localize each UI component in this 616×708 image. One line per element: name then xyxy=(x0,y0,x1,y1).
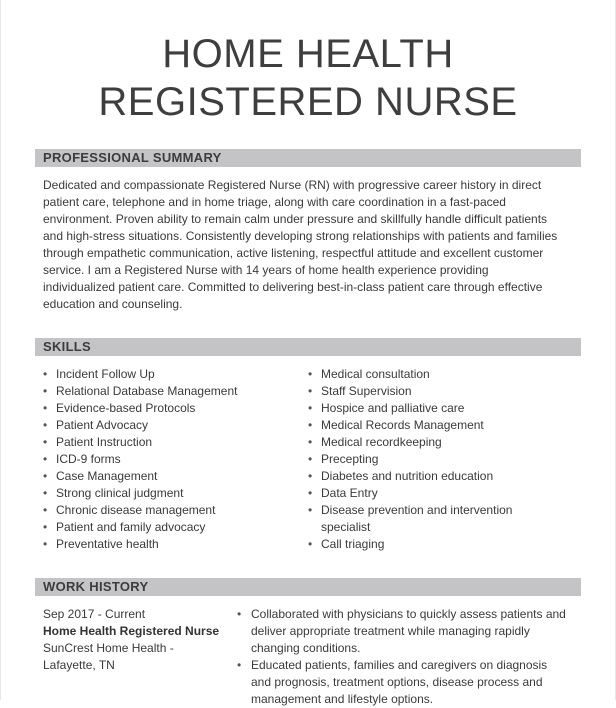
skill-item: • Strong clinical judgment xyxy=(43,485,293,502)
professional-summary-heading: PROFESSIONAL SUMMARY xyxy=(35,149,581,167)
skill-item: • Case Management xyxy=(43,468,293,485)
skill-item: • Medical Records Management xyxy=(308,417,558,434)
skill-item: • Patient Instruction xyxy=(43,434,293,451)
skill-item: • Staff Supervision xyxy=(308,383,558,400)
skill-item: • Medical recordkeeping xyxy=(308,434,558,451)
skill-item: • Patient and family advocacy xyxy=(43,519,293,536)
skill-item: • Medical consultation xyxy=(308,366,558,383)
skill-item: • Precepting xyxy=(308,451,558,468)
work-history-heading: WORK HISTORY xyxy=(35,578,581,596)
skill-item: • Call triaging xyxy=(308,536,558,553)
skills-heading: SKILLS xyxy=(35,338,581,356)
skill-item: • Patient Advocacy xyxy=(43,417,293,434)
job-details xyxy=(43,606,233,674)
skill-item: • ICD-9 forms xyxy=(43,451,293,468)
skill-item: • Incident Follow Up xyxy=(43,366,293,383)
skills-list-left xyxy=(43,366,293,553)
skill-item: • Chronic disease management xyxy=(43,502,293,519)
skill-item: • Relational Database Management xyxy=(43,383,293,400)
skill-item: • Data Entry xyxy=(308,485,558,502)
resume-title xyxy=(1,30,615,126)
skill-item: • Diabetes and nutrition education xyxy=(308,468,558,485)
skill-item: • Disease prevention and intervention specialist xyxy=(308,502,521,536)
title-line-1: HOME HEALTH xyxy=(162,32,454,76)
job-responsibilities xyxy=(237,606,567,708)
skill-item: • Preventative health xyxy=(43,536,293,553)
job-dates: Sep 2017 - Current xyxy=(43,607,146,621)
skill-item: • Evidence-based Protocols xyxy=(43,400,293,417)
professional-summary-text: Dedicated and compassionate Registered Nurse (RN) with progressive career history in direct patient care, telephone and in home triage, along with care coordination in a fast-paced environment. Proven ability to remain calm under pressure and skillfully handle difficult patients and high-stress situations. Consistently developing strong relationships with patients and families through empathetic communication, active listening, respectful attitude and excellent customer service. I am a Registered Nurse with 14 years of home health experience providing individualized patient care. Committed to delivering best-in-class patient care through effective education and counseling. xyxy=(43,178,558,311)
job-title: Home Health Registered Nurse xyxy=(43,624,220,638)
title-line-2: REGISTERED NURSE xyxy=(98,80,518,124)
job-bullet: • Collaborated with physicians to quickly assess patients and deliver appropriate treatment while managing rapidly changing conditions. xyxy=(237,606,567,657)
skill-item: • Hospice and palliative care xyxy=(308,400,558,417)
job-employer: SunCrest Home Health - xyxy=(43,641,174,655)
skills-list-right xyxy=(308,366,558,553)
job-bullet: • Educated patients, families and caregivers on diagnosis and prognosis, treatment options, disease process and management and lifestyle options. xyxy=(237,657,567,708)
job-location: Lafayette, TN xyxy=(43,658,115,672)
